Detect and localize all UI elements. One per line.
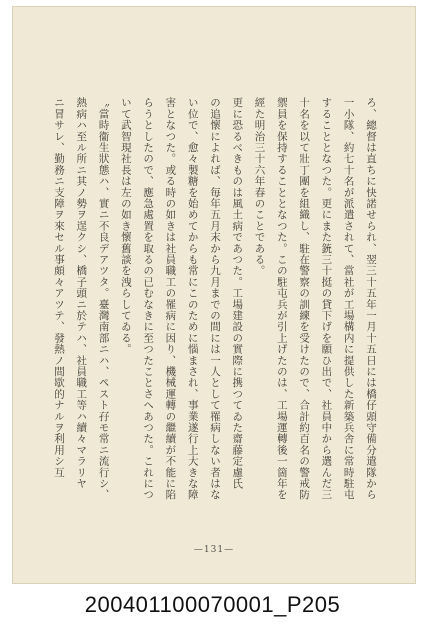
text-column: 熱病ハ至ル所ニ其ノ勢ヲ逞クシ、橋子頭ニ於テハ、社員職工等ハ續々マラリヤ xyxy=(75,97,88,489)
image-id-caption: 200401100070001_P205 xyxy=(84,592,341,617)
text-column: 十名を以て壯丁團を組織し、駐在警察の訓練を受けたので、合計約百名の警戒防 xyxy=(298,97,311,501)
scanned-page xyxy=(12,6,416,584)
text-column: らうとしたので、應急處置を取るの已むなきに至つたことさへあつた。これにつ xyxy=(142,97,155,501)
text-column: 更に恐るべきものは風土病であつた。工場建設の實際に携つてゐた齋藤定慮氏 xyxy=(231,97,244,489)
text-column: いて武智現社長は左の如き懷舊談を洩らしてゐる。 xyxy=(119,97,132,355)
vertical-text-block xyxy=(53,97,377,537)
page-number: —131— xyxy=(193,545,235,555)
text-column: 〝當時衞生狀態ハ、實ニ不良デアツタ。臺灣南部ニハ、ペスト孖モ常ニ流行シ、 xyxy=(97,97,110,501)
text-column: 一小隊、約七十名が派遣されて、當社が工場構内に提供した新築兵舎に常時駐屯 xyxy=(342,97,355,501)
text-column: することとなつた。更にまた銃三十挺の貸下げを願ひ出で、社員中から選んだ三 xyxy=(320,97,333,501)
text-column: い位で、愈々製糖を始めてからも常にこのために惱まされ、事業遂行上大きな障 xyxy=(186,97,199,501)
text-column: 害となつた。或る時の如きは社員職工の罹病に因り、機械運轉の繼續が不能に陷 xyxy=(164,97,177,501)
text-column: 經た明治三十六年春のことである。 xyxy=(253,97,266,277)
text-column: ろ、總督は直ちに快諾せられ、翌三十五年一月十五日には橋仔頭守備分遣隊から xyxy=(364,97,377,501)
text-column: ニ冒サレ、勤務ニ支障ヲ來セル事頗々アツテ、發熱ノ間歇的ナルヲ利用シ互 xyxy=(53,97,65,478)
text-column: 禦員を保持することとなつた。この駐屯兵が引上げたのは、工場運轉後一箇年を xyxy=(275,97,288,501)
text-column: の追懷によれば、毎年五月末から九月までの間には一人として罹病しない者はな xyxy=(208,97,221,501)
